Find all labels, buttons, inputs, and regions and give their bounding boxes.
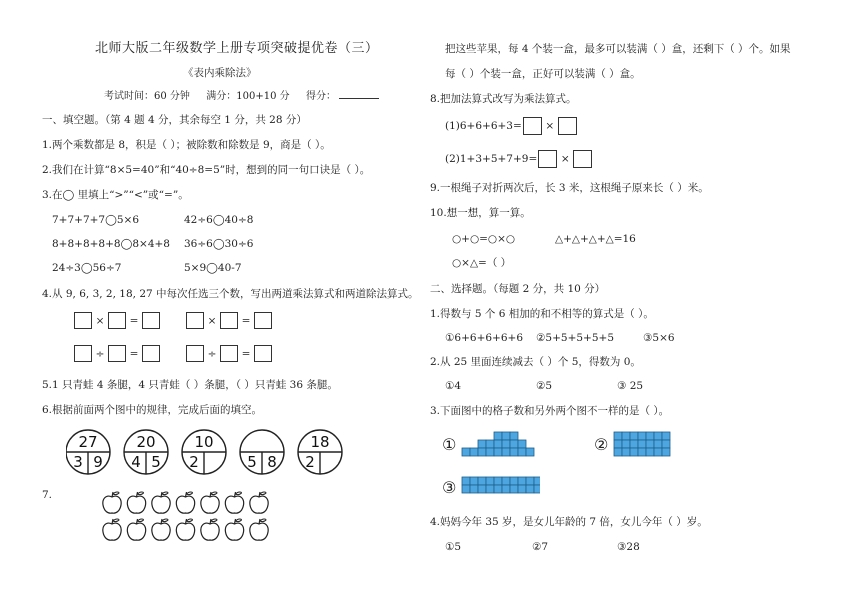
score-blank[interactable]	[339, 88, 379, 99]
c1-option-2[interactable]: ②5+5+5+5+5	[536, 332, 615, 344]
grid-cell	[510, 440, 518, 448]
circle-number-top: 18	[310, 433, 330, 451]
grid-cell	[526, 448, 534, 456]
apple-icon	[250, 519, 268, 540]
figure-label-3: ③	[442, 478, 457, 497]
q4-div-row-2	[185, 345, 273, 362]
answer-box[interactable]	[186, 312, 204, 329]
circle-number-top: 27	[78, 433, 98, 451]
pie-circle	[66, 430, 110, 474]
q7-text-line-2: 每（ ）个装一盒，正好可以装满（ ）盒。	[445, 68, 641, 80]
grid-cell	[646, 448, 654, 456]
circle-number-top: 10	[194, 433, 214, 451]
grid-cell	[502, 477, 510, 485]
apple-icon	[250, 492, 268, 513]
grid-cell	[518, 440, 526, 448]
grid-cell	[630, 432, 638, 440]
apple-icon	[225, 492, 243, 513]
q8-row-2	[445, 150, 593, 168]
answer-box[interactable]	[142, 345, 160, 362]
question-4: 4.从 9, 6, 3, 2, 18, 27 中每次任选三个数，写出两道乘法算式和两道除法算式。	[42, 288, 419, 300]
q3-item-2: 42÷6◯40÷8	[184, 214, 254, 226]
circle-number-right: 9	[93, 453, 103, 471]
c1-option-1[interactable]: ①6+6+6+6+6	[445, 332, 524, 344]
apple-icon	[152, 519, 170, 540]
q8-expression-2: (2)1+3+5+7+9=	[445, 153, 538, 165]
question-8: 8.把加法算式改写为乘法算式。	[430, 93, 577, 105]
q10-line-a: ○+○=○×○	[452, 233, 516, 245]
grid-cell	[470, 477, 478, 485]
pie-circle	[240, 430, 284, 474]
grid-cell	[662, 448, 670, 456]
circle-number-left: 2	[189, 453, 199, 471]
circle-number-left: 2	[305, 453, 315, 471]
apple-icon	[201, 519, 219, 540]
exam-meta	[104, 88, 379, 104]
answer-box[interactable]	[74, 345, 92, 362]
grid-cell	[478, 477, 486, 485]
circle-number-left: 5	[247, 453, 257, 471]
grid-cell	[622, 448, 630, 456]
question-3: 3.在◯ 里填上“>”“<”或“=”。	[42, 189, 189, 201]
grid-cell	[654, 432, 662, 440]
choice-1: 1.得数与 5 个 6 相加的和不相等的算式是（ ）。	[430, 308, 654, 320]
grid-cell	[622, 440, 630, 448]
times-sign: ×	[95, 314, 105, 327]
grid-cell	[494, 440, 502, 448]
grid-cell	[526, 485, 534, 493]
times-sign: ×	[545, 120, 555, 132]
section-1-heading: 一、填空题。（第 4 题 4 分，其余每空 1 分，共 28 分）	[42, 114, 307, 126]
question-10: 10.想一想，算一算。	[430, 207, 531, 219]
grid-cell	[486, 440, 494, 448]
grid-figure-2	[592, 428, 682, 458]
circle-number-left: 3	[73, 453, 83, 471]
q3-item-4: 36÷6◯30÷6	[184, 238, 254, 250]
grid-cell	[622, 432, 630, 440]
answer-box[interactable]	[538, 150, 557, 168]
times-sign: ×	[560, 153, 570, 165]
grid-cell	[630, 448, 638, 456]
figure-label-1: ①	[442, 435, 457, 454]
grid-cell	[630, 440, 638, 448]
q3-item-6: 5×9◯40-7	[184, 262, 242, 274]
answer-box[interactable]	[142, 312, 160, 329]
grid-cell	[526, 477, 534, 485]
figure-label-2: ②	[594, 435, 609, 454]
grid-cell	[478, 440, 486, 448]
grid-cell	[502, 448, 510, 456]
answer-box[interactable]	[74, 312, 92, 329]
q3-item-3: 8+8+8+8+8◯8×4+8	[52, 238, 170, 250]
grid-cell	[518, 448, 526, 456]
q10-line-c: ○×△=（ ）	[452, 257, 512, 269]
q8-row-1	[445, 117, 578, 135]
grid-cell	[654, 440, 662, 448]
grid-cell	[502, 440, 510, 448]
circle-number-top: 20	[136, 433, 156, 451]
grid-cell	[662, 440, 670, 448]
answer-box[interactable]	[220, 312, 238, 329]
question-9: 9.一根绳子对折两次后，长 3 米，这根绳子原来长（ ）米。	[430, 182, 709, 194]
grid-cell	[662, 432, 670, 440]
equals-sign: =	[241, 347, 251, 360]
grid-cell	[462, 477, 470, 485]
grid-cell	[646, 432, 654, 440]
divide-sign: ÷	[207, 347, 217, 360]
page-subtitle: 《表内乘除法》	[183, 67, 257, 79]
divide-sign: ÷	[95, 347, 105, 360]
apple-icon	[201, 492, 219, 513]
grid-cell	[510, 432, 518, 440]
times-sign: ×	[207, 314, 217, 327]
apple-picture	[98, 487, 274, 545]
choice-4: 4.妈妈今年 35 岁，是女儿年龄的 7 倍，女儿今年（ ）岁。	[430, 516, 708, 528]
q4-mul-row-2	[185, 312, 273, 329]
answer-box[interactable]	[108, 312, 126, 329]
got-score-label: 得分：	[306, 91, 337, 102]
grid-cell	[486, 485, 494, 493]
grid-figure-3	[440, 473, 540, 501]
grid-cell	[638, 448, 646, 456]
grid-cell	[478, 485, 486, 493]
grid-cell	[494, 485, 502, 493]
grid-cell	[478, 448, 486, 456]
answer-box[interactable]	[523, 117, 542, 135]
pie-circle	[124, 430, 168, 474]
grid-cell	[510, 448, 518, 456]
c2-option-2[interactable]: ②5	[536, 380, 553, 392]
q4-mul-row-1	[73, 312, 161, 329]
page-title: 北师大版二年级数学上册专项突破提优卷（三）	[95, 41, 379, 56]
grid-cell	[638, 440, 646, 448]
question-7-label: 7.	[42, 489, 53, 501]
c2-option-1[interactable]: ①4	[445, 380, 462, 392]
q3-item-5: 24÷3◯56÷7	[52, 262, 122, 274]
q8-expression-1: (1)6+6+6+3=	[445, 120, 522, 132]
c2-option-3[interactable]: ③ 25	[617, 380, 644, 392]
apple-icon	[152, 492, 170, 513]
grid-cell	[502, 432, 510, 440]
choice-3: 3.下面图中的格子数和另外两个图不一样的是（ ）。	[430, 405, 670, 417]
answer-box[interactable]	[108, 345, 126, 362]
grid-cell	[462, 485, 470, 493]
apple-icon	[176, 519, 194, 540]
grid-cell	[518, 485, 526, 493]
full-score: 满分：100+10 分	[206, 91, 290, 102]
exam-time: 考试时间：60 分钟	[104, 91, 190, 102]
answer-box[interactable]	[186, 345, 204, 362]
apple-icon	[127, 492, 145, 513]
answer-box[interactable]	[558, 117, 577, 135]
c4-option-3[interactable]: ③28	[617, 541, 640, 553]
apple-icon	[103, 519, 121, 540]
grid-cell	[638, 432, 646, 440]
question-5: 5.1 只青蛙 4 条腿，4 只青蛙（ ）条腿，（ ）只青蛙 36 条腿。	[42, 379, 338, 391]
c1-option-3[interactable]: ③5×6	[643, 332, 675, 344]
grid-figure-1	[440, 428, 540, 458]
c4-option-1[interactable]: ①5	[445, 541, 462, 553]
equals-sign: =	[129, 314, 139, 327]
question-2: 2.我们在计算“8×5=40”和“40÷8=5”时，想到的同一句口诀是（ ）。	[42, 164, 371, 176]
apple-icon	[225, 519, 243, 540]
q7-text-line-1: 把这些苹果，每 4 个装一盒，最多可以装满（ ）盒，还剩下（ ）个。如果	[445, 43, 791, 55]
q6-circle-diagrams	[66, 426, 356, 478]
answer-box[interactable]	[254, 312, 272, 329]
equals-sign: =	[129, 347, 139, 360]
apple-icon	[176, 492, 194, 513]
question-6: 6.根据前面两个图中的规律，完成后面的填空。	[42, 404, 263, 416]
c4-option-2[interactable]: ②7	[532, 541, 549, 553]
grid-cell	[486, 448, 494, 456]
grid-cell	[494, 477, 502, 485]
grid-cell	[470, 485, 478, 493]
grid-cell	[646, 440, 654, 448]
pie-circle	[182, 430, 226, 474]
grid-cell	[534, 477, 540, 485]
grid-cell	[614, 432, 622, 440]
circle-number-left: 4	[131, 453, 141, 471]
section-2-heading: 二、选择题。（每题 2 分，共 10 分）	[430, 283, 606, 295]
grid-cell	[510, 485, 518, 493]
question-1: 1.两个乘数都是 8，积是（ ）；被除数和除数是 9，商是（ ）。	[42, 139, 331, 151]
grid-cell	[494, 432, 502, 440]
grid-cell	[494, 448, 502, 456]
pie-circle	[298, 430, 342, 474]
equals-sign: =	[241, 314, 251, 327]
grid-cell	[614, 448, 622, 456]
apple-icon	[103, 492, 121, 513]
answer-box[interactable]	[220, 345, 238, 362]
circle-number-right: 8	[267, 453, 277, 471]
circle-number-right: 5	[151, 453, 161, 471]
answer-box[interactable]	[573, 150, 592, 168]
answer-box[interactable]	[254, 345, 272, 362]
q3-item-1: 7+7+7+7◯5×6	[52, 214, 140, 226]
q10-line-b: △+△+△+△=16	[555, 233, 636, 245]
grid-cell	[534, 485, 540, 493]
grid-cell	[614, 440, 622, 448]
grid-cell	[654, 448, 662, 456]
grid-cell	[510, 477, 518, 485]
apple-icon	[127, 519, 145, 540]
grid-cell	[470, 448, 478, 456]
grid-cell	[518, 477, 526, 485]
grid-cell	[462, 448, 470, 456]
q4-div-row-1	[73, 345, 161, 362]
choice-2: 2.从 25 里面连续减去（ ）个 5，得数为 0。	[430, 356, 641, 368]
grid-cell	[486, 477, 494, 485]
grid-cell	[502, 485, 510, 493]
